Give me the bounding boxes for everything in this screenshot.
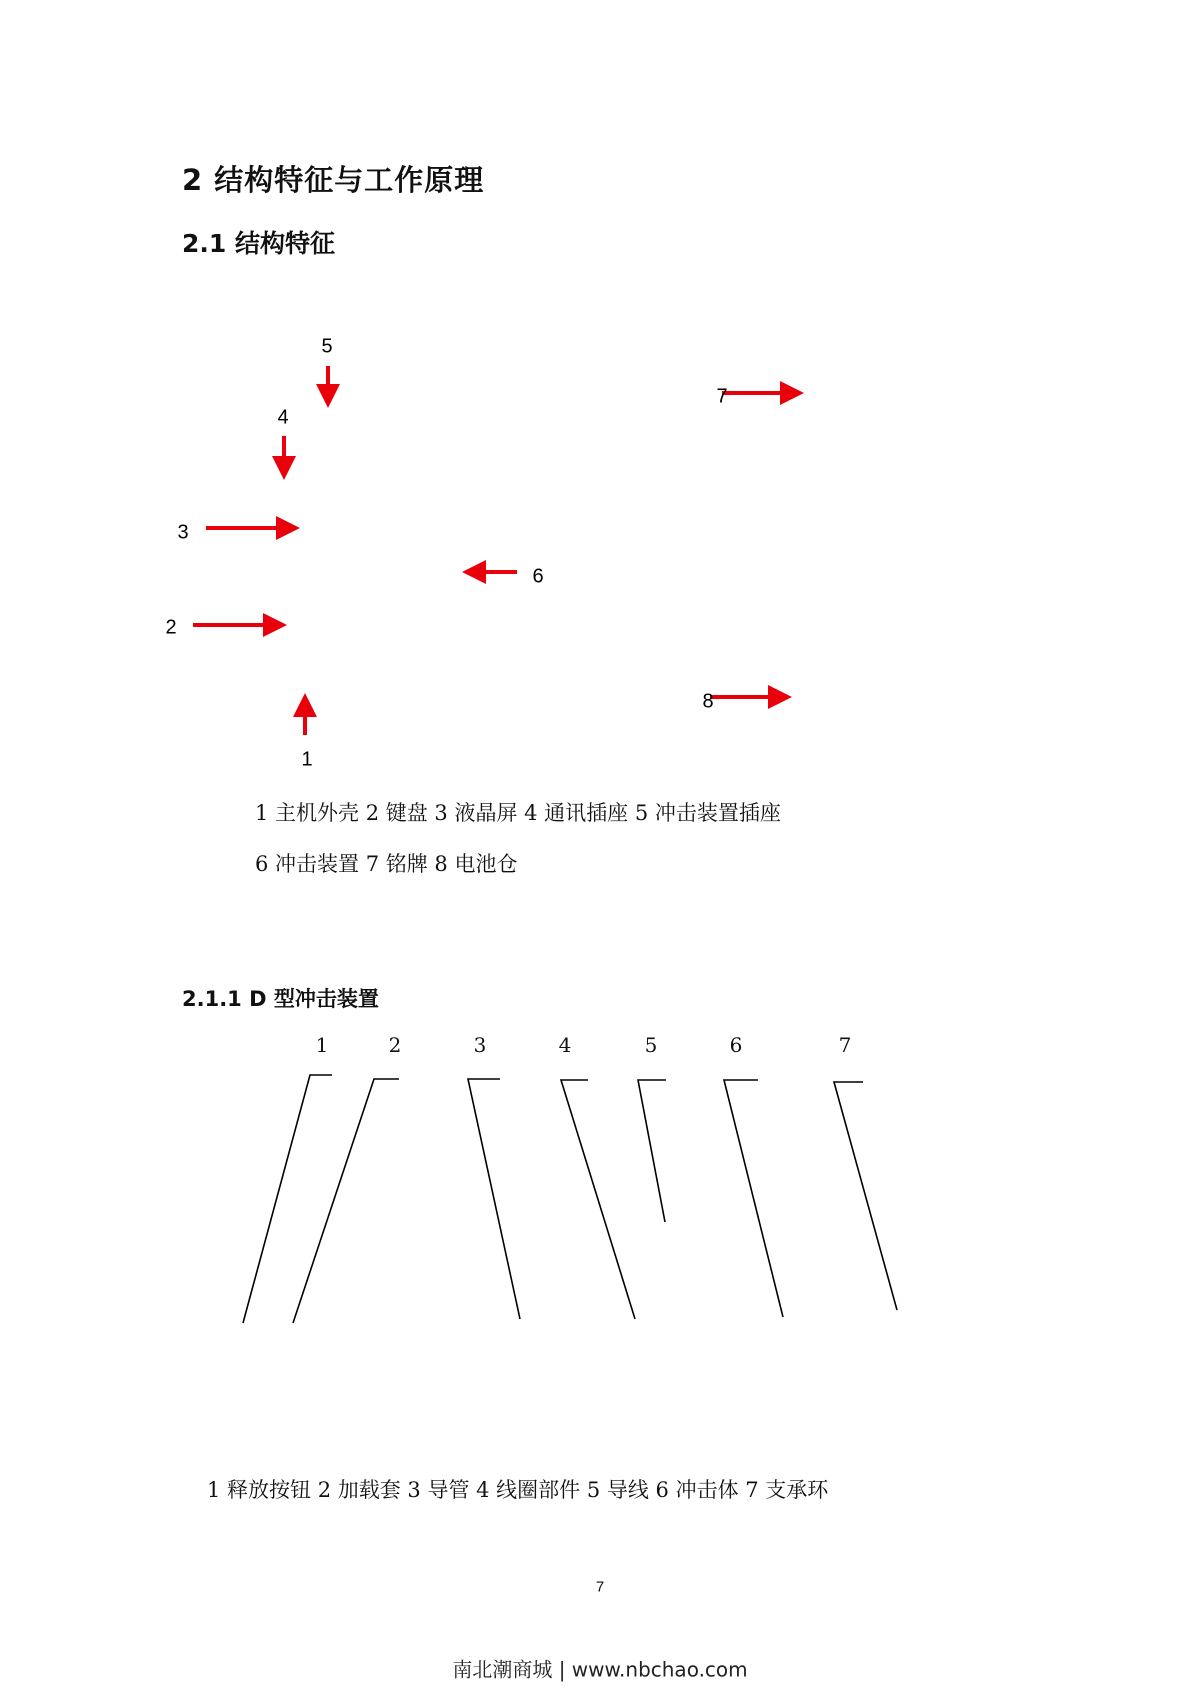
callout-2: 2	[165, 616, 177, 639]
callout-4: 4	[277, 406, 289, 429]
figure1-legend-line1: 1 主机外壳 2 键盘 3 液晶屏 4 通讯插座 5 冲击装置插座	[255, 801, 781, 825]
subsubsection-title: 2.1.1 D 型冲击装置	[182, 987, 379, 1011]
leader-line-5	[638, 1080, 666, 1222]
part-number-4: 4	[558, 1033, 572, 1057]
footer-watermark: 南北潮商城 | www.nbchao.com	[452, 1657, 748, 1682]
part-number-1: 1	[315, 1033, 329, 1057]
leader-line-1	[243, 1075, 332, 1323]
subsection-title: 2.1 结构特征	[182, 229, 335, 258]
part-number-6: 6	[729, 1033, 743, 1057]
callout-3: 3	[177, 521, 189, 544]
leader-line-7	[834, 1082, 897, 1310]
part-number-7: 7	[838, 1033, 852, 1057]
callout-6: 6	[532, 565, 544, 588]
leader-line-3	[468, 1079, 520, 1319]
section-title: 2 结构特征与工作原理	[182, 163, 485, 197]
callout-8: 8	[702, 690, 714, 713]
part-number-5: 5	[644, 1033, 658, 1057]
part-number-2: 2	[388, 1033, 402, 1057]
callout-1: 1	[301, 748, 313, 771]
callout-7: 7	[716, 385, 728, 408]
figure2-legend: 1 释放按钮 2 加载套 3 导管 4 线圈部件 5 导线 6 冲击体 7 支承环	[207, 1478, 829, 1502]
leader-line-2	[293, 1079, 399, 1323]
leader-line-4	[561, 1080, 635, 1319]
leader-line-6	[724, 1080, 783, 1317]
part-number-3: 3	[473, 1033, 487, 1057]
page-number: 7	[595, 1578, 605, 1596]
figure1-legend-line2: 6 冲击装置 7 铭牌 8 电池仓	[255, 852, 518, 876]
callout-5: 5	[321, 335, 333, 358]
